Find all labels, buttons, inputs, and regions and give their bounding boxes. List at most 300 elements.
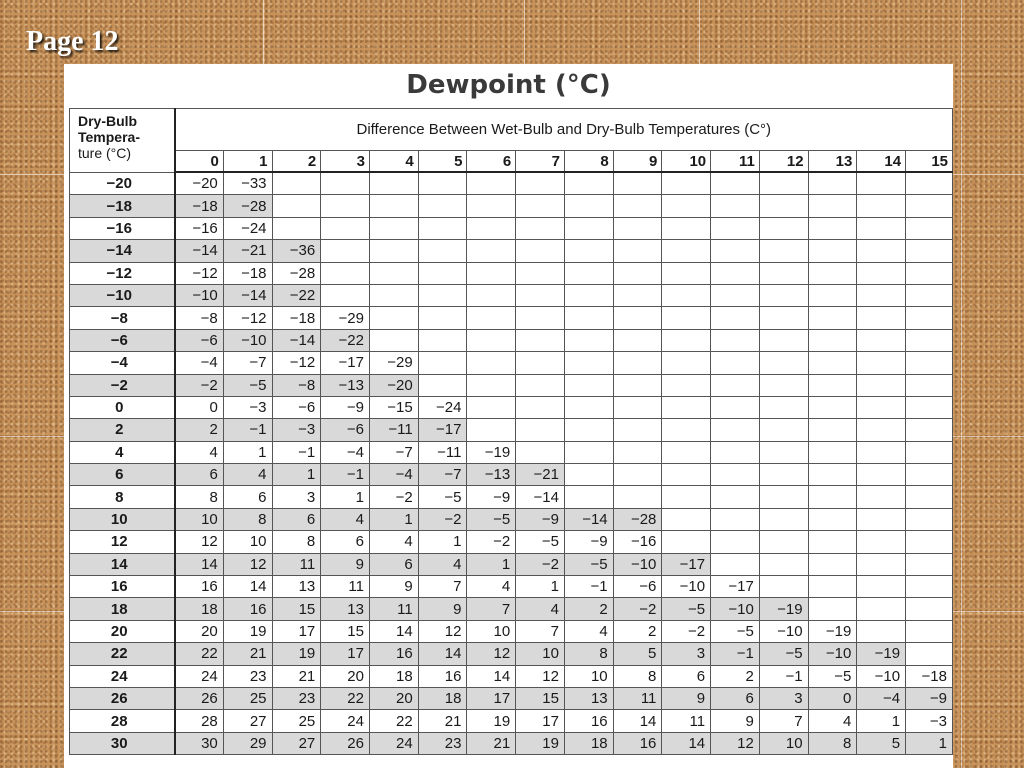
table-cell: [857, 486, 906, 508]
table-cell: [662, 284, 711, 306]
row-header: −20: [70, 172, 175, 195]
table-cell: −10: [759, 620, 808, 642]
table-cell: [906, 486, 953, 508]
table-cell: −11: [418, 441, 467, 463]
table-cell: 19: [516, 732, 565, 754]
table-cell: −2: [369, 486, 418, 508]
table-cell: [564, 374, 613, 396]
table-cell: [418, 262, 467, 284]
table-cell: [711, 486, 760, 508]
table-cell: −5: [418, 486, 467, 508]
table-row: [70, 172, 953, 195]
table-cell: [272, 172, 321, 195]
table-cell: [759, 352, 808, 374]
table-cell: −10: [223, 329, 272, 351]
table-cell: [857, 553, 906, 575]
table-cell: [516, 329, 565, 351]
column-header: 14: [857, 151, 906, 173]
table-cell: [857, 464, 906, 486]
table-cell: −29: [369, 352, 418, 374]
table-row: [70, 374, 953, 396]
table-cell: [759, 396, 808, 418]
table-cell: −10: [857, 665, 906, 687]
table-cell: [906, 598, 953, 620]
table-cell: −16: [613, 531, 662, 553]
table-cell: −28: [272, 262, 321, 284]
table-cell: [711, 262, 760, 284]
table-cell: [613, 419, 662, 441]
table-cell: 12: [516, 665, 565, 687]
table-cell: [564, 419, 613, 441]
table-row: [70, 508, 953, 530]
row-header: 14: [70, 553, 175, 575]
table-cell: 1: [906, 732, 953, 754]
row-header: 16: [70, 576, 175, 598]
table-cell: [759, 441, 808, 463]
table-cell: −14: [564, 508, 613, 530]
table-cell: [711, 464, 760, 486]
table-cell: 6: [321, 531, 370, 553]
table-cell: −5: [564, 553, 613, 575]
table-cell: [808, 531, 857, 553]
table-cell: [759, 419, 808, 441]
table-cell: 7: [516, 620, 565, 642]
row-header: −8: [70, 307, 175, 329]
table-row: [70, 553, 953, 575]
table-row: [70, 195, 953, 217]
table-cell: [759, 486, 808, 508]
table-cell: [516, 396, 565, 418]
table-cell: [418, 172, 467, 195]
table-cell: [564, 352, 613, 374]
table-cell: [613, 464, 662, 486]
table-cell: 16: [613, 732, 662, 754]
table-cell: 22: [321, 687, 370, 709]
column-header: 12: [759, 151, 808, 173]
table-cell: −1: [711, 643, 760, 665]
row-header: 6: [70, 464, 175, 486]
table-cell: [808, 396, 857, 418]
table-cell: [613, 441, 662, 463]
table-cell: −4: [175, 352, 224, 374]
table-cell: [369, 307, 418, 329]
table-cell: 2: [613, 620, 662, 642]
table-cell: [467, 307, 516, 329]
table-cell: 1: [418, 531, 467, 553]
table-cell: [467, 172, 516, 195]
row-header: 4: [70, 441, 175, 463]
table-cell: −20: [175, 172, 224, 195]
row-header: −16: [70, 217, 175, 239]
table-cell: [759, 307, 808, 329]
table-body: [70, 172, 953, 755]
table-cell: 19: [467, 710, 516, 732]
table-cell: [467, 240, 516, 262]
table-cell: [906, 217, 953, 239]
table-cell: −17: [418, 419, 467, 441]
table-cell: [906, 172, 953, 195]
row-header: −18: [70, 195, 175, 217]
table-cell: 21: [223, 643, 272, 665]
column-header: 7: [516, 151, 565, 173]
table-cell: [321, 195, 370, 217]
table-row: [70, 352, 953, 374]
table-cell: 4: [418, 553, 467, 575]
table-cell: [808, 553, 857, 575]
row-header-label: [70, 109, 175, 173]
table-row: [70, 441, 953, 463]
table-cell: 29: [223, 732, 272, 754]
table-cell: 3: [759, 687, 808, 709]
table-cell: −6: [175, 329, 224, 351]
table-cell: [857, 374, 906, 396]
table-cell: −28: [613, 508, 662, 530]
table-cell: 3: [272, 486, 321, 508]
table-cell: [564, 284, 613, 306]
row-header-line: Dry-Bulb: [78, 113, 138, 129]
table-cell: 20: [369, 687, 418, 709]
table-cell: −1: [759, 665, 808, 687]
table-cell: [564, 172, 613, 195]
table-cell: [906, 396, 953, 418]
table-cell: [857, 620, 906, 642]
column-header: 4: [369, 151, 418, 173]
table-cell: −14: [223, 284, 272, 306]
table-cell: [906, 419, 953, 441]
dewpoint-sheet: [64, 64, 953, 768]
table-cell: [808, 172, 857, 195]
table-cell: 14: [467, 665, 516, 687]
table-cell: [418, 374, 467, 396]
table-cell: [857, 329, 906, 351]
table-cell: [613, 284, 662, 306]
row-header: 28: [70, 710, 175, 732]
table-cell: [662, 240, 711, 262]
table-cell: [613, 172, 662, 195]
table-cell: 9: [711, 710, 760, 732]
table-cell: 19: [223, 620, 272, 642]
table-cell: 28: [175, 710, 224, 732]
table-cell: 0: [808, 687, 857, 709]
table-cell: [516, 307, 565, 329]
table-cell: [662, 441, 711, 463]
table-cell: [711, 441, 760, 463]
table-cell: [564, 441, 613, 463]
table-cell: −19: [857, 643, 906, 665]
table-cell: 6: [223, 486, 272, 508]
table-cell: 14: [223, 576, 272, 598]
table-cell: [808, 217, 857, 239]
table-cell: −5: [516, 531, 565, 553]
row-header: −2: [70, 374, 175, 396]
table-cell: [808, 464, 857, 486]
table-cell: 4: [175, 441, 224, 463]
table-cell: [808, 598, 857, 620]
table-cell: 17: [467, 687, 516, 709]
table-cell: [808, 441, 857, 463]
table-cell: [906, 307, 953, 329]
table-cell: 30: [175, 732, 224, 754]
row-header-line: ture (°C): [78, 145, 132, 161]
table-cell: [857, 240, 906, 262]
table-cell: [418, 217, 467, 239]
table-cell: 4: [223, 464, 272, 486]
table-cell: [613, 374, 662, 396]
table-cell: [662, 419, 711, 441]
table-cell: −2: [418, 508, 467, 530]
table-cell: −12: [175, 262, 224, 284]
table-cell: 11: [662, 710, 711, 732]
table-cell: −29: [321, 307, 370, 329]
table-cell: [418, 240, 467, 262]
table-cell: [857, 262, 906, 284]
table-cell: 10: [467, 620, 516, 642]
table-cell: 27: [223, 710, 272, 732]
dewpoint-table: [69, 108, 953, 755]
table-cell: 1: [467, 553, 516, 575]
row-header: −12: [70, 262, 175, 284]
table-cell: 1: [857, 710, 906, 732]
table-cell: 4: [369, 531, 418, 553]
table-cell: 1: [272, 464, 321, 486]
table-cell: 9: [662, 687, 711, 709]
table-cell: −33: [223, 172, 272, 195]
table-cell: −6: [613, 576, 662, 598]
table-cell: [808, 307, 857, 329]
table-cell: [467, 217, 516, 239]
table-cell: 26: [175, 687, 224, 709]
table-row: [70, 284, 953, 306]
table-cell: −24: [418, 396, 467, 418]
table-cell: [759, 262, 808, 284]
table-cell: [467, 329, 516, 351]
table-cell: [272, 195, 321, 217]
table-cell: −24: [223, 217, 272, 239]
table-cell: [613, 262, 662, 284]
table-cell: [906, 553, 953, 575]
table-cell: [711, 352, 760, 374]
table-cell: [467, 419, 516, 441]
table-cell: [662, 195, 711, 217]
table-cell: 12: [223, 553, 272, 575]
table-row: [70, 598, 953, 620]
table-cell: −10: [808, 643, 857, 665]
table-cell: [808, 508, 857, 530]
table-cell: [516, 352, 565, 374]
table-cell: −10: [711, 598, 760, 620]
table-cell: [321, 262, 370, 284]
table-cell: 17: [272, 620, 321, 642]
table-cell: 8: [808, 732, 857, 754]
table-cell: [711, 508, 760, 530]
table-cell: [564, 329, 613, 351]
table-cell: −17: [662, 553, 711, 575]
table-cell: 14: [369, 620, 418, 642]
table-cell: [369, 172, 418, 195]
table-cell: 21: [418, 710, 467, 732]
table-cell: [759, 374, 808, 396]
table-cell: [662, 531, 711, 553]
table-cell: [808, 195, 857, 217]
table-cell: [467, 284, 516, 306]
table-cell: −4: [369, 464, 418, 486]
table-cell: [808, 374, 857, 396]
table-cell: 8: [272, 531, 321, 553]
table-cell: [516, 419, 565, 441]
table-cell: 5: [613, 643, 662, 665]
table-cell: [759, 217, 808, 239]
table-cell: [467, 396, 516, 418]
table-cell: [759, 508, 808, 530]
table-cell: 1: [369, 508, 418, 530]
table-row: [70, 307, 953, 329]
table-cell: [321, 217, 370, 239]
table-cell: [516, 284, 565, 306]
table-cell: −19: [467, 441, 516, 463]
row-header: 10: [70, 508, 175, 530]
table-cell: [516, 240, 565, 262]
table-cell: 22: [175, 643, 224, 665]
table-cell: [564, 262, 613, 284]
table-cell: −15: [369, 396, 418, 418]
table-cell: 16: [564, 710, 613, 732]
table-cell: −2: [662, 620, 711, 642]
table-cell: [711, 240, 760, 262]
table-cell: 2: [711, 665, 760, 687]
table-cell: [613, 329, 662, 351]
table-cell: [662, 329, 711, 351]
table-cell: −17: [711, 576, 760, 598]
table-cell: −19: [759, 598, 808, 620]
table-row: [70, 531, 953, 553]
table-cell: [906, 508, 953, 530]
table-cell: [857, 284, 906, 306]
table-cell: [711, 396, 760, 418]
table-cell: [759, 576, 808, 598]
table-cell: [906, 374, 953, 396]
table-cell: 9: [369, 576, 418, 598]
table-cell: [808, 329, 857, 351]
table-cell: 11: [369, 598, 418, 620]
table-cell: 9: [321, 553, 370, 575]
table-cell: 13: [321, 598, 370, 620]
table-cell: 10: [564, 665, 613, 687]
table-cell: [711, 307, 760, 329]
table-cell: [759, 553, 808, 575]
table-cell: −9: [516, 508, 565, 530]
table-cell: [369, 284, 418, 306]
table-cell: 18: [369, 665, 418, 687]
table-cell: [906, 195, 953, 217]
table-cell: [467, 352, 516, 374]
table-cell: [516, 374, 565, 396]
table-cell: [613, 307, 662, 329]
row-header: 2: [70, 419, 175, 441]
table-cell: −9: [564, 531, 613, 553]
table-cell: 16: [418, 665, 467, 687]
table-cell: [662, 396, 711, 418]
table-cell: [418, 329, 467, 351]
table-cell: 8: [613, 665, 662, 687]
column-number-row: [70, 151, 953, 173]
table-cell: [711, 374, 760, 396]
table-cell: −3: [223, 396, 272, 418]
table-cell: −7: [223, 352, 272, 374]
table-row: [70, 419, 953, 441]
table-cell: [564, 240, 613, 262]
column-header: 13: [808, 151, 857, 173]
table-cell: 10: [516, 643, 565, 665]
table-row: [70, 665, 953, 687]
table-cell: −19: [808, 620, 857, 642]
row-header: 26: [70, 687, 175, 709]
table-cell: [613, 396, 662, 418]
table-cell: 20: [321, 665, 370, 687]
table-cell: −4: [321, 441, 370, 463]
table-cell: [662, 352, 711, 374]
column-header: 11: [711, 151, 760, 173]
table-cell: 12: [711, 732, 760, 754]
table-cell: [418, 284, 467, 306]
table-cell: [906, 643, 953, 665]
table-cell: [516, 172, 565, 195]
table-cell: [613, 195, 662, 217]
table-cell: [906, 352, 953, 374]
table-cell: [272, 217, 321, 239]
table-cell: −10: [662, 576, 711, 598]
table-cell: 18: [175, 598, 224, 620]
column-header: 0: [175, 151, 224, 173]
table-cell: 20: [175, 620, 224, 642]
row-header: −14: [70, 240, 175, 262]
table-cell: −5: [467, 508, 516, 530]
row-header-line: Tempera-: [78, 129, 140, 145]
table-cell: 24: [321, 710, 370, 732]
table-cell: [857, 195, 906, 217]
table-cell: 27: [272, 732, 321, 754]
table-cell: −10: [175, 284, 224, 306]
table-cell: [321, 172, 370, 195]
table-cell: [857, 396, 906, 418]
table-cell: 13: [564, 687, 613, 709]
column-header: 10: [662, 151, 711, 173]
table-row: [70, 576, 953, 598]
table-cell: [369, 217, 418, 239]
table-cell: 11: [321, 576, 370, 598]
table-cell: 18: [418, 687, 467, 709]
table-cell: 14: [662, 732, 711, 754]
table-cell: 8: [564, 643, 613, 665]
table-cell: −2: [613, 598, 662, 620]
table-row: [70, 620, 953, 642]
table-cell: 12: [175, 531, 224, 553]
row-header: −6: [70, 329, 175, 351]
table-cell: 3: [662, 643, 711, 665]
table-cell: [564, 464, 613, 486]
table-cell: −21: [223, 240, 272, 262]
table-cell: −4: [857, 687, 906, 709]
table-cell: 12: [418, 620, 467, 642]
row-header: 20: [70, 620, 175, 642]
table-cell: [711, 172, 760, 195]
table-cell: [418, 195, 467, 217]
table-cell: −7: [369, 441, 418, 463]
table-cell: [857, 531, 906, 553]
table-cell: −8: [272, 374, 321, 396]
table-cell: [662, 172, 711, 195]
column-header: 9: [613, 151, 662, 173]
table-cell: [906, 576, 953, 598]
